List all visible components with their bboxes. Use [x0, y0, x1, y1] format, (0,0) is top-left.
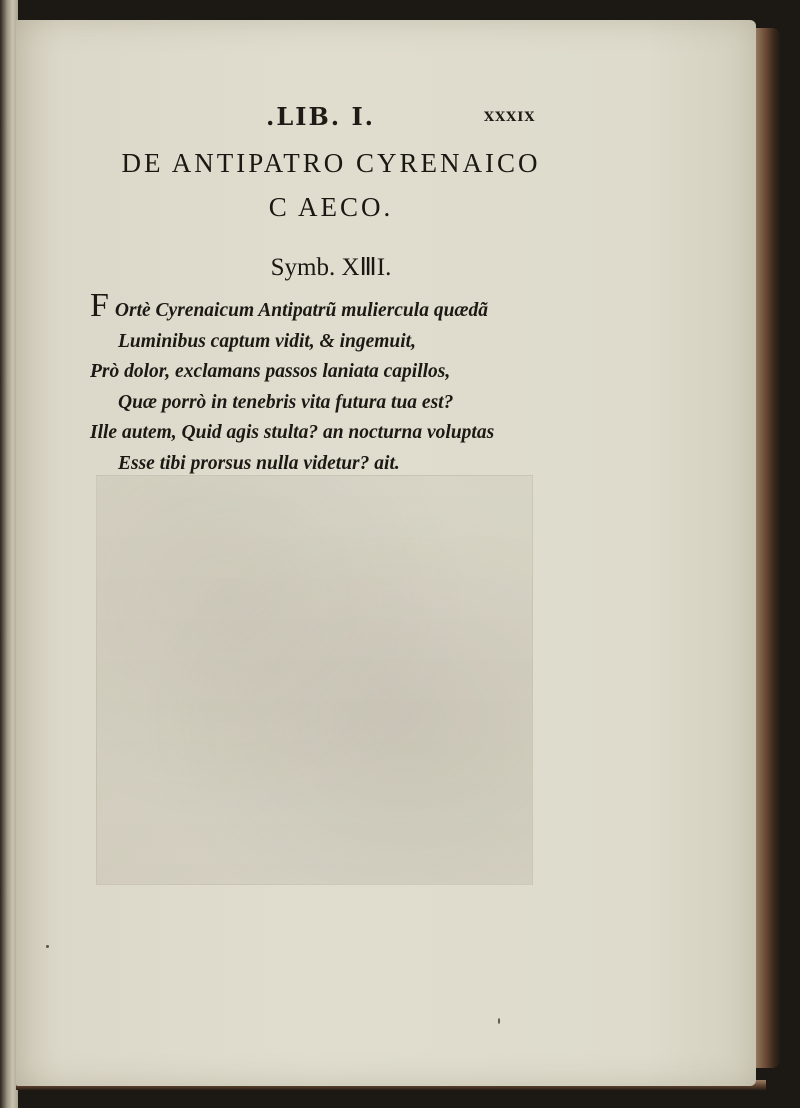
- running-head: .LIB. I.: [266, 102, 376, 131]
- verse-line: Esse tibi prorsus nulla videtur? ait.: [118, 452, 400, 474]
- verse-line-text: Ortè Cyrenaicum Antipatrũ muliercula quædã: [114, 300, 489, 321]
- verse-line: [90, 287, 610, 327]
- page-header: [16, 102, 756, 132]
- verse-line: Prò dolor, exclamans passos laniata capillos,: [90, 361, 451, 382]
- book-page: [16, 20, 756, 1086]
- paper-speck: [46, 945, 49, 948]
- verse-line: Ille autem, Quid agis stulta? an nocturna voluptas: [90, 422, 495, 443]
- verse-line: Quæ porrò in tenebris vita futura tua est?: [118, 391, 454, 413]
- symbol-label: Symb. XⅢI.: [270, 254, 392, 281]
- page-number: XXXIX: [484, 110, 536, 125]
- drop-cap: F: [90, 287, 109, 324]
- verse-line: Luminibus captum vidit, & ingemuit,: [118, 330, 416, 352]
- verse-block: [90, 287, 610, 479]
- title-line-2: C AECO.: [268, 192, 394, 222]
- title-line-1: DE ANTIPATRO CYRENAICO: [121, 148, 541, 178]
- show-through-illustration: [96, 475, 533, 885]
- paper-speck: [498, 1018, 500, 1024]
